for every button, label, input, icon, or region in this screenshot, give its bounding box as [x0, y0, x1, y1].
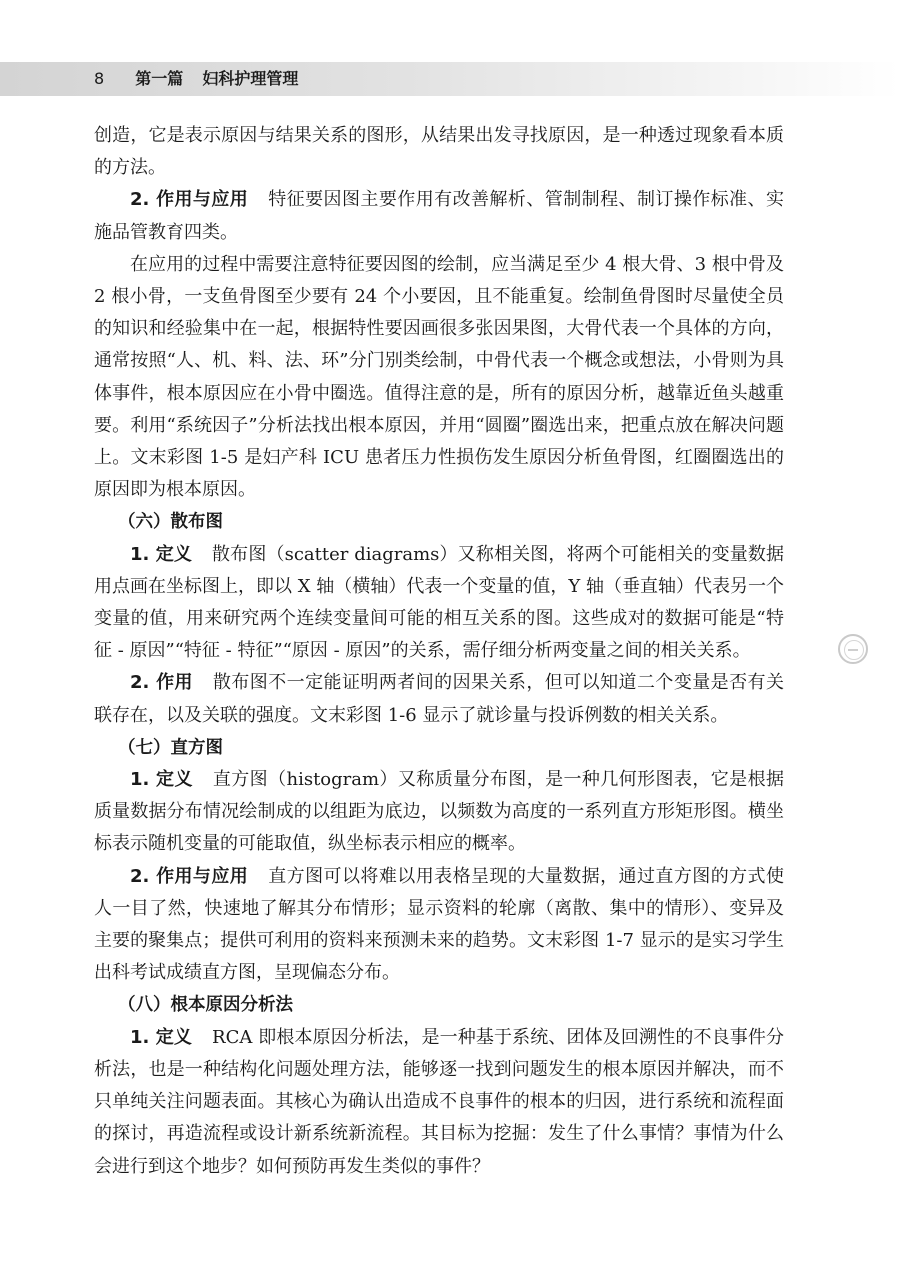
scatter-use-text: 散布图不一定能证明两者间的因果关系，但可以知道二个变量是否有关联存在，以及关联的强度。文末彩图 1-6 显示了就诊量与投诉例数的相关关系。 [94, 672, 784, 726]
paragraph-fishbone-apply: 在应用的过程中需要注意特征要因图的绘制，应当满足至少 4 根大骨、3 根中骨及 2 根小骨，一支鱼骨图至少要有 24 个小要因，且不能重复。绘制鱼骨图时尽量使全员的知识和经验集中在一起，根据特性要因画很多张因果图，大骨代表一个具体的方向，通常按照“人、机、料、法、环”分门别类绘制，中骨代表一个概念或想法，小骨则为具体事件，根本原因应在小骨中圈选。值得注意的是，所有的原因分析，越靠近鱼头越重要。利用“系统因子”分析法找出根本原因，并用“圆圈”圈选出来，把重点放在解决问题上。文末彩图 1-5 是妇产科 ICU 患者压力性损伤发生原因分析鱼骨图，红圈圈选出的原因即为根本原因。 [94, 253, 784, 501]
histogram-def-term: 1. 定义 [130, 769, 193, 791]
page-number: 8 [94, 69, 105, 88]
paragraph-histogram-def [94, 764, 784, 861]
paragraph-rca-def [94, 1022, 784, 1183]
fishbone-use-text: 特征要因图主要作用有改善解析、管制制程、制订操作标准、实施品管教育四类。 [94, 189, 784, 243]
histogram-use-text: 直方图可以将难以用表格呈现的大量数据，通过直方图的方式使人一目了然，快速地了解其分布情形；显示资料的轮廓（离散、集中的情形）、变异及主要的聚集点；提供可利用的资料来预测未来的趋势。文末彩图 1-7 显示的是实习学生出科考试成绩直方图，呈现偏态分布。 [94, 865, 784, 984]
chapter-title: 妇科护理管理 [202, 69, 299, 88]
rca-def-term: 1. 定义 [130, 1026, 193, 1048]
watermark-seal-icon [838, 634, 868, 664]
paragraph-fishbone-use [94, 184, 784, 248]
histogram-def-text: 直方图（histogram）又称质量分布图，是一种几何形图表，它是根据质量数据分布情况绘制成的以组距为底边，以频数为高度的一系列直方形矩形图。横坐标表示随机变量的可能取值，纵坐标表示相应的概率。 [94, 769, 784, 855]
rca-def-text: RCA 即根本原因分析法，是一种基于系统、团体及回溯性的不良事件分析法，也是一种结构化问题处理方法，能够逐一找到问题发生的根本原因并解决，而不只单纯关注问题表面。其核心为确认出造成不良事件的根本的归因，进行系统和流程面的探讨，再造流程或设计新系统新流程。其目标为挖掘：发生了什么事情？事情为什么会进行到这个地步？如何预防再发生类似的事件？ [94, 1026, 784, 1177]
running-header [94, 68, 298, 90]
scatter-def-term: 1. 定义 [130, 543, 193, 565]
section-heading-histogram: （七）直方图 [118, 737, 223, 758]
paragraph-scatter-use [94, 667, 784, 731]
paragraph-intro: 创造，它是表示原因与结果关系的图形，从结果出发寻找原因，是一种透过现象看本质的方法。 [94, 125, 784, 179]
fishbone-use-term: 2. 作用与应用 [130, 189, 249, 211]
scatter-use-term: 2. 作用 [130, 672, 193, 694]
paragraph-scatter-def [94, 539, 784, 668]
page-body [94, 120, 784, 1183]
histogram-use-term: 2. 作用与应用 [130, 865, 249, 887]
paragraph-histogram-use [94, 861, 784, 990]
section-heading-rca: （八）根本原因分析法 [118, 995, 293, 1016]
section-heading-scatter: （六）散布图 [118, 512, 223, 533]
scatter-def-text: 散布图（scatter diagrams）又称相关图，将两个可能相关的变量数据用点画在坐标图上，即以 X 轴（横轴）代表一个变量的值，Y 轴（垂直轴）代表另一个变量的值，用来研究两个连续变量间可能的相互关系的图。这些成对的数据可能是“特征 - 原因”“特征 - 特征”“原因 - 原因”的关系，需仔细分析两变量之间的相关关系。 [94, 543, 784, 662]
part-label: 第一篇 [135, 69, 184, 88]
